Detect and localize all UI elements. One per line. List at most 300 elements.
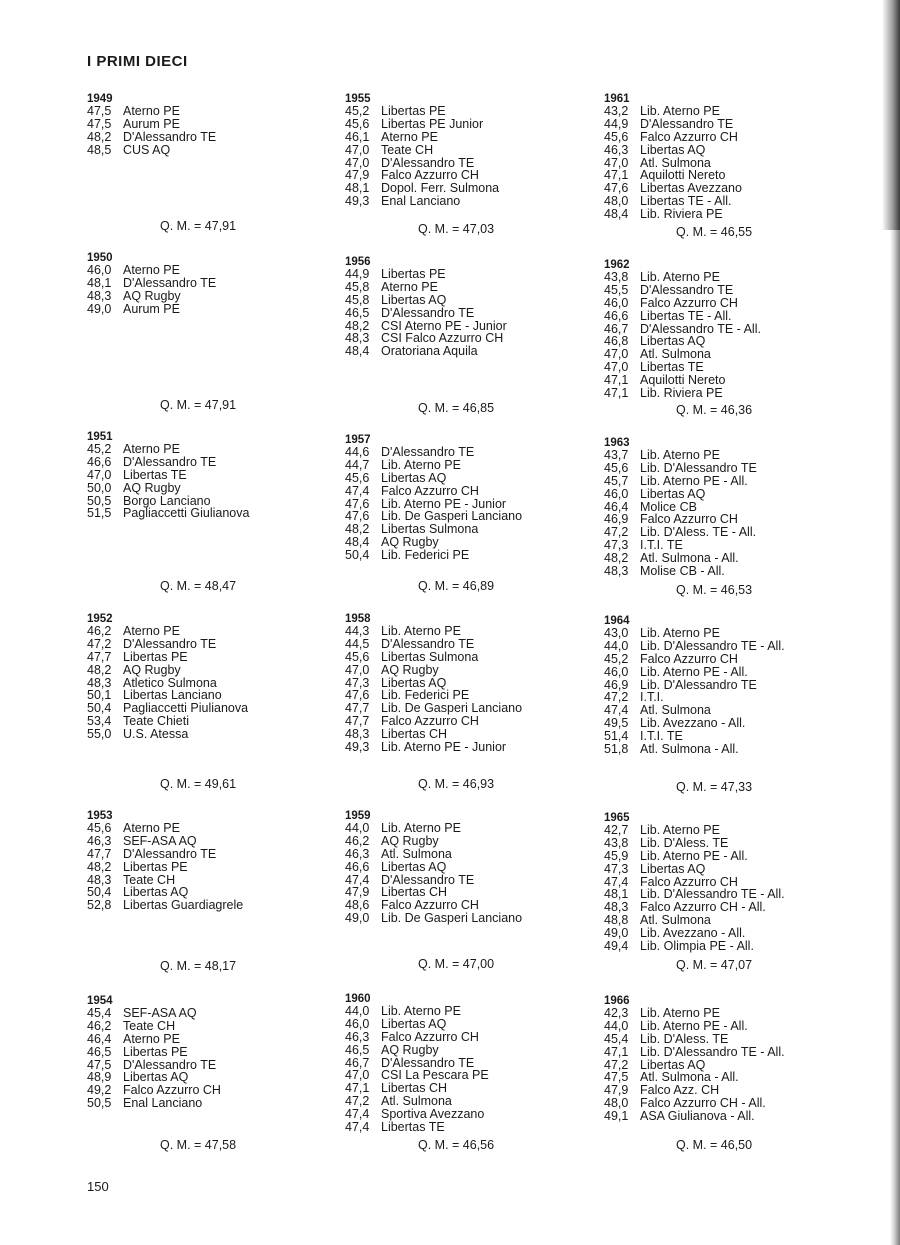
team-name: Lib. Aterno PE [640, 626, 720, 640]
score: 47,5 [87, 116, 112, 131]
average-score: Q. M. = 47,07 [676, 958, 753, 972]
team-name: Atl. Sulmona [640, 703, 711, 718]
year-heading: 1950 [87, 252, 113, 264]
team-name: Lib. De Gasperi Lanciano [381, 911, 523, 926]
score: 50,0 [87, 480, 112, 495]
score: 51,5 [87, 506, 112, 521]
score: 48,2 [87, 129, 112, 144]
result-row [87, 822, 327, 835]
team-name: Aquilotti Nereto [640, 168, 726, 183]
result-row [345, 638, 585, 651]
team-name: SEF-ASA AQ [123, 833, 197, 848]
score: 48,1 [87, 275, 112, 290]
year-heading: 1962 [604, 259, 630, 271]
team-name: Lib. De Gasperi Lanciano [381, 509, 523, 524]
score: 45,2 [87, 442, 112, 456]
score: 47,7 [345, 701, 370, 716]
team-name: Lib. Aterno PE - All. [640, 473, 748, 488]
team-name: Aterno PE [123, 624, 180, 638]
score: 44,9 [345, 267, 370, 281]
score: 47,1 [604, 1044, 629, 1059]
result-row [345, 835, 585, 848]
team-name: Libertas PE Junior [381, 116, 484, 131]
team-name: D'Alessandro TE [381, 305, 475, 320]
year-heading: 1957 [345, 434, 371, 446]
team-name: Falco Azzurro CH [640, 129, 738, 144]
team-name: Falco Azzurro CH - All. [640, 900, 766, 915]
team-name: Libertas CH [381, 727, 447, 742]
score: 48,3 [604, 564, 629, 579]
team-name: Lib. D'Alessandro TE [640, 460, 757, 475]
score: 48,2 [87, 662, 112, 677]
team-name: Atletico Sulmona [123, 675, 217, 690]
team-name: Libertas PE [123, 649, 188, 664]
score: 46,7 [345, 1055, 370, 1070]
team-name: Libertas AQ [381, 292, 447, 307]
team-name: Falco Azzurro CH [640, 295, 738, 310]
score: 49,2 [87, 1083, 112, 1098]
average-score: Q. M. = 47,33 [676, 780, 753, 794]
team-name: Libertas TE [123, 467, 187, 482]
score: 47,2 [604, 690, 629, 705]
score: 45,6 [345, 470, 370, 485]
result-row [604, 940, 844, 953]
score: 44,5 [345, 636, 370, 651]
scan-edge-dark [882, 0, 900, 230]
year-heading: 1954 [87, 995, 113, 1007]
team-name: Pagliaccetti Piulianova [123, 701, 249, 716]
team-name: CSI Falco Azzurro CH [381, 331, 504, 346]
year-heading: 1961 [604, 93, 630, 105]
result-row [345, 105, 585, 118]
team-name: Falco Azzurro CH [640, 651, 738, 666]
score: 47,0 [604, 347, 629, 362]
team-name: Falco Azzurro CH [381, 714, 479, 729]
average-score: Q. M. = 47,91 [160, 219, 237, 233]
score: 46,0 [604, 486, 629, 501]
average-score: Q. M. = 48,17 [160, 959, 237, 973]
team-name: CSI Aterno PE - Junior [381, 318, 507, 333]
team-name: Dopol. Ferr. Sulmona [381, 181, 500, 196]
score: 48,3 [345, 331, 370, 346]
team-name: Falco Azzurro CH [381, 898, 479, 913]
score: 47,4 [345, 1120, 370, 1135]
team-name: Falco Azzurro CH [640, 512, 738, 527]
team-name: Lib. Avezzano - All. [640, 716, 746, 731]
result-row [345, 1121, 585, 1134]
result-row [87, 131, 327, 144]
score: 45,6 [604, 460, 629, 475]
result-row [604, 666, 844, 679]
score: 46,3 [604, 142, 629, 157]
score: 49,3 [345, 194, 370, 209]
team-name: Libertas Avezzano [640, 181, 742, 196]
score: 44,6 [345, 445, 370, 459]
team-name: Libertas AQ [640, 861, 706, 876]
team-name: Lib. D'Aless. TE [640, 835, 729, 850]
team-name: Atl. Sulmona [381, 846, 452, 861]
score: 47,3 [604, 861, 629, 876]
result-row [604, 1020, 844, 1033]
average-score: Q. M. = 46,56 [418, 1138, 495, 1152]
result-row [604, 1007, 844, 1020]
result-row [345, 664, 585, 677]
result-row [345, 848, 585, 861]
score: 47,0 [345, 1068, 370, 1083]
result-row [345, 195, 585, 208]
result-row [604, 449, 844, 462]
average-score: Q. M. = 47,91 [160, 398, 237, 412]
score: 47,7 [87, 649, 112, 664]
team-name: Lib. D'Aless. TE - All. [640, 525, 757, 540]
result-row [87, 303, 327, 316]
score: 46,4 [87, 1031, 112, 1046]
result-row [87, 118, 327, 131]
result-row [345, 472, 585, 485]
score: 49,0 [87, 301, 112, 316]
score: 46,3 [87, 833, 112, 848]
score: 48,4 [345, 344, 370, 359]
score: 47,2 [87, 636, 112, 651]
score: 47,6 [345, 509, 370, 524]
team-name: Teate CH [123, 1018, 176, 1033]
result-row [87, 264, 327, 277]
team-name: Lib. D'Alessandro TE - All. [640, 1044, 785, 1059]
team-name: Libertas Guardiagrele [123, 898, 244, 913]
score: 47,0 [345, 142, 370, 157]
score: 47,9 [604, 1083, 629, 1098]
result-row [604, 297, 844, 310]
score: 45,4 [604, 1031, 629, 1046]
score: 47,1 [604, 168, 629, 183]
result-row [87, 638, 327, 651]
score: 47,3 [345, 675, 370, 690]
result-row [87, 105, 327, 118]
score: 47,7 [345, 714, 370, 729]
team-name: Lib. D'Alessandro TE [640, 677, 757, 692]
average-score: Q. M. = 47,00 [418, 957, 495, 971]
result-row [87, 1007, 327, 1020]
year-block-0-3 [87, 613, 327, 741]
team-name: Falco Azzurro CH [381, 483, 479, 498]
score: 45,6 [604, 129, 629, 144]
team-name: Lib. Federici PE [381, 688, 470, 703]
year-block-2-3 [604, 615, 844, 756]
score: 47,1 [345, 1081, 370, 1096]
team-name: Libertas AQ [640, 486, 706, 501]
team-name: Aterno PE [381, 279, 438, 294]
average-score: Q. M. = 47,03 [418, 222, 495, 236]
score: 47,2 [345, 1094, 370, 1109]
score: 47,7 [87, 846, 112, 861]
team-name: U.S. Atessa [123, 727, 189, 742]
result-row [604, 850, 844, 863]
result-row [604, 462, 844, 475]
team-name: D'Alessandro TE [123, 275, 217, 290]
score: 48,3 [604, 900, 629, 915]
result-row [604, 1110, 844, 1123]
score: 47,4 [345, 1107, 370, 1122]
result-row [604, 488, 844, 501]
team-name: Lib. Aterno PE - Junior [381, 496, 507, 511]
score: 49,4 [604, 939, 629, 954]
team-name: Pagliaccetti Giulianova [123, 506, 250, 521]
score: 55,0 [87, 727, 112, 742]
result-row [345, 651, 585, 664]
team-name: D'Alessandro TE [123, 636, 217, 651]
score: 47,0 [604, 155, 629, 170]
team-name: Aterno PE [123, 104, 180, 118]
team-name: AQ Rugby [381, 535, 439, 550]
result-row [87, 507, 327, 520]
result-row [87, 1046, 327, 1059]
team-name: D'Alessandro TE [123, 846, 217, 861]
score: 49,0 [604, 926, 629, 941]
result-row [345, 268, 585, 281]
team-name: Lib. Aterno PE [381, 457, 461, 472]
team-name: Falco Azzurro CH [123, 1083, 221, 1098]
score: 46,0 [87, 263, 112, 277]
result-row [87, 899, 327, 912]
score: 47,4 [345, 483, 370, 498]
score: 48,2 [345, 318, 370, 333]
score: 44,7 [345, 457, 370, 472]
team-name: Libertas CH [381, 1081, 447, 1096]
team-name: D'Alessandro TE [123, 454, 217, 469]
result-row [604, 565, 844, 578]
team-name: Lib. Aterno PE [640, 104, 720, 118]
score: 48,5 [87, 142, 112, 157]
result-row [87, 144, 327, 157]
year-heading: 1963 [604, 437, 630, 449]
average-score: Q. M. = 46,50 [676, 1138, 753, 1152]
result-row [345, 625, 585, 638]
average-score: Q. M. = 48,47 [160, 579, 237, 593]
team-name: D'Alessandro TE [381, 1055, 475, 1070]
average-score: Q. M. = 46,36 [676, 403, 753, 417]
score: 50,4 [345, 548, 370, 563]
team-name: Libertas PE [123, 1044, 188, 1059]
score: 48,4 [604, 207, 629, 222]
score: 46,5 [345, 305, 370, 320]
team-name: Lib. D'Alessandro TE - All. [640, 638, 785, 653]
average-score: Q. M. = 46,93 [418, 777, 495, 791]
score: 48,0 [604, 194, 629, 209]
score: 51,4 [604, 729, 629, 744]
score: 45,2 [345, 104, 370, 118]
score: 48,1 [345, 181, 370, 196]
score: 46,9 [604, 677, 629, 692]
team-name: Falco Azz. CH [640, 1083, 720, 1098]
result-row [345, 459, 585, 472]
team-name: Atl. Sulmona [640, 347, 711, 362]
score: 44,0 [345, 821, 370, 835]
year-block-0-5 [87, 995, 327, 1110]
year-block-2-4 [604, 812, 844, 953]
score: 46,2 [345, 833, 370, 848]
year-block-1-5 [345, 993, 585, 1134]
score: 47,1 [604, 386, 629, 401]
result-row [87, 728, 327, 741]
page-number: 150 [87, 1179, 109, 1194]
team-name: Lib. Riviera PE [640, 207, 723, 222]
team-name: Sportiva Avezzano [381, 1107, 485, 1122]
score: 48,8 [604, 913, 629, 928]
team-name: Aterno PE [123, 263, 180, 277]
team-name: Aterno PE [123, 821, 180, 835]
score: 51,8 [604, 742, 629, 757]
result-row [345, 294, 585, 307]
score: 47,0 [87, 467, 112, 482]
result-row [604, 837, 844, 850]
result-row [345, 345, 585, 358]
score: 50,1 [87, 688, 112, 703]
team-name: Libertas PE [381, 104, 446, 118]
score: 46,6 [345, 859, 370, 874]
year-block-1-1 [345, 256, 585, 358]
score: 46,0 [345, 1016, 370, 1031]
team-name: D'Alessandro TE [381, 155, 475, 170]
team-name: Atl. Sulmona [381, 1094, 452, 1109]
result-row [345, 281, 585, 294]
result-row [604, 118, 844, 131]
average-score: Q. M. = 47,58 [160, 1138, 237, 1152]
team-name: Lib. D'Aless. TE [640, 1031, 729, 1046]
score: 46,3 [345, 1029, 370, 1044]
team-name: Lib. Aterno PE [640, 823, 720, 837]
score: 45,9 [604, 848, 629, 863]
year-heading: 1960 [345, 993, 371, 1005]
average-score: Q. M. = 49,61 [160, 777, 237, 791]
score: 44,0 [345, 1004, 370, 1018]
team-name: D'Alessandro TE - All. [640, 321, 761, 336]
score: 46,9 [604, 512, 629, 527]
team-name: AQ Rugby [123, 288, 181, 303]
team-name: Aquilotti Nereto [640, 373, 726, 388]
team-name: Falco Azzurro CH [381, 1029, 479, 1044]
team-name: Lib. Aterno PE - Junior [381, 740, 507, 755]
score: 49,0 [345, 911, 370, 926]
result-row [345, 912, 585, 925]
team-name: Libertas TE - All. [640, 308, 732, 323]
team-name: Teate CH [381, 142, 434, 157]
average-score: Q. M. = 46,55 [676, 225, 753, 239]
score: 47,5 [87, 1057, 112, 1072]
result-row [604, 284, 844, 297]
result-row [345, 1044, 585, 1057]
year-heading: 1951 [87, 431, 113, 443]
score: 46,6 [604, 308, 629, 323]
team-name: Aurum PE [123, 116, 180, 131]
team-name: Libertas Lanciano [123, 688, 222, 703]
score: 46,5 [345, 1042, 370, 1057]
score: 46,7 [604, 321, 629, 336]
score: 50,4 [87, 885, 112, 900]
result-row [345, 1031, 585, 1044]
year-block-2-0 [604, 93, 844, 221]
score: 47,1 [604, 373, 629, 388]
team-name: Libertas TE - All. [640, 194, 732, 209]
team-name: Falco Azzurro CH [640, 874, 738, 889]
result-row [87, 1033, 327, 1046]
year-block-2-1 [604, 259, 844, 400]
team-name: Libertas TE [640, 360, 704, 375]
year-heading: 1966 [604, 995, 630, 1007]
result-row [604, 310, 844, 323]
score: 49,5 [604, 716, 629, 731]
year-block-1-2 [345, 434, 585, 562]
result-row [604, 131, 844, 144]
score: 47,5 [87, 104, 112, 118]
team-name: Lib. Aterno PE [381, 624, 461, 638]
team-name: ASA Giulianova - All. [640, 1109, 755, 1124]
result-row [345, 741, 585, 754]
team-name: Oratoriana Aquila [381, 344, 478, 359]
score: 47,4 [604, 874, 629, 889]
result-row [345, 1005, 585, 1018]
team-name: Teate Chieti [123, 714, 190, 729]
team-name: Libertas AQ [381, 1016, 447, 1031]
result-row [604, 208, 844, 221]
score: 47,0 [604, 360, 629, 375]
result-row [87, 835, 327, 848]
team-name: Lib. Aterno PE [640, 270, 720, 284]
year-block-0-0 [87, 93, 327, 157]
score: 49,1 [604, 1109, 629, 1124]
team-name: D'Alessandro TE [123, 129, 217, 144]
score: 47,9 [345, 168, 370, 183]
result-row [604, 863, 844, 876]
year-heading: 1964 [604, 615, 630, 627]
team-name: Lib. Aterno PE [381, 1004, 461, 1018]
score: 48,3 [345, 727, 370, 742]
team-name: Libertas AQ [640, 142, 706, 157]
team-name: Libertas TE [381, 1120, 445, 1135]
score: 48,4 [345, 535, 370, 550]
score: 46,5 [87, 1044, 112, 1059]
score: 45,8 [345, 279, 370, 294]
result-row [604, 387, 844, 400]
team-name: Enal Lanciano [381, 194, 461, 209]
year-heading: 1955 [345, 93, 371, 105]
team-name: Libertas CH [381, 885, 447, 900]
result-row [604, 627, 844, 640]
score: 49,3 [345, 740, 370, 755]
score: 44,0 [604, 1018, 629, 1033]
score: 48,3 [87, 675, 112, 690]
year-block-1-0 [345, 93, 585, 208]
result-row [604, 824, 844, 837]
score: 45,4 [87, 1006, 112, 1020]
score: 45,6 [345, 116, 370, 131]
team-name: Libertas AQ [640, 1057, 706, 1072]
score: 45,5 [604, 282, 629, 297]
result-row [604, 105, 844, 118]
year-heading: 1956 [345, 256, 371, 268]
year-block-2-5 [604, 995, 844, 1123]
result-row [604, 743, 844, 756]
result-row [604, 271, 844, 284]
team-name: Atl. Sulmona [640, 155, 711, 170]
year-block-0-4 [87, 810, 327, 912]
score: 47,2 [604, 525, 629, 540]
team-name: D'Alessandro TE [640, 116, 734, 131]
result-row [87, 290, 327, 303]
result-row [87, 277, 327, 290]
score: 50,5 [87, 493, 112, 508]
result-row [345, 118, 585, 131]
result-row [345, 144, 585, 157]
